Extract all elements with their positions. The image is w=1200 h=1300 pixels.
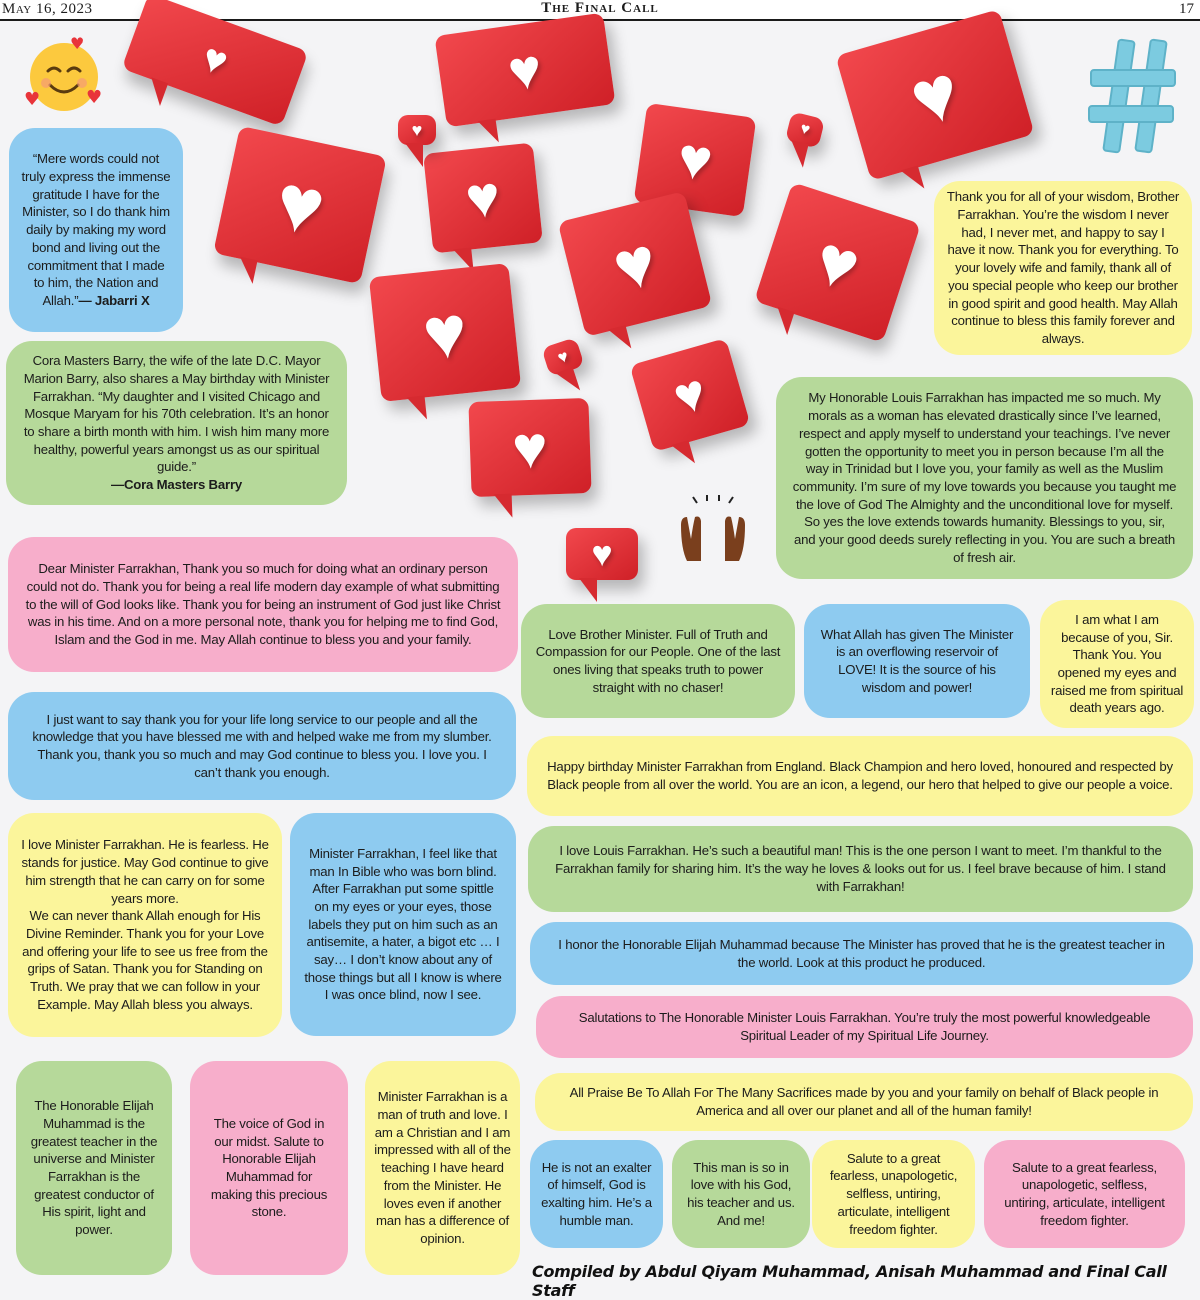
publication-title: The Final Call	[541, 0, 659, 16]
message-text: “Mere words could not truly express the immense gratitude I have for the Minister, so I do thank him daily by making my word bond and living out the commitment that I made to him, the Nation and Allah.”	[21, 151, 171, 308]
message-text: Dear Minister Farrakhan, Thank you so much for doing what an ordinary person could not do. Thank you for being a real life modern day example of what submitting to the will of God looks like. Thank you for being an instrument of God just like Christ was in his time. And on a more personal note, thank you for helping me to find God, Islam and the God in me. May Allah continue to bless you and your family.	[25, 561, 501, 648]
message-text: What Allah has given The Minister is an overflowing reservoir of LOVE! It is the source of his wisdom and power!	[820, 626, 1014, 695]
message-christian	[365, 1061, 520, 1275]
message-text: Minister Farrakhan is a man of truth and love. I am a Christian and I am impressed with all of the teaching I have heard from the Minister. He loves even if another man has a difference of opinion.	[374, 1089, 511, 1246]
message-salutations	[536, 996, 1193, 1058]
message-author: — Jabarri X	[78, 292, 150, 308]
smiling-face-with-hearts-icon	[22, 33, 108, 119]
message-text: Happy birthday Minister Farrakhan from England. Black Champion and hero loved, honoured and respected by Black people from all over the world. You are an icon, a legend, our hero that helped to give our people a voice.	[547, 759, 1173, 792]
heart-speech-bubble-icon: ♥	[434, 13, 615, 128]
message-cora-masters-barry	[6, 341, 347, 505]
message-text: Salutations to The Honorable Minister Louis Farrakhan. You’re truly the most powerful knowledgeable Spiritual Leader of my Spiritual Life Journey.	[578, 1010, 1151, 1043]
message-text: Thank you for all of your wisdom, Brother Farrakhan. You’re the wisdom I never had, I never met, and happy to say I have it now. Thank you for everything. To your lovely wife and family, thank all of you special people who keep our brother in good spirit and good health. May Allah continue to bless this family forever and always.	[946, 189, 1180, 346]
heart-speech-bubble-icon: ♥	[754, 182, 921, 343]
message-text: I love Louis Farrakhan. He’s such a beautiful man! This is the one person I want to meet. I’m thankful to the Farrakhan family for sharing him. It’s the way he loves & looks out for us. I feel brave because of him. I stand with Farrakhan!	[555, 843, 1166, 894]
message-beautiful-man	[528, 826, 1193, 912]
message-text: Cora Masters Barry, the wife of the late D.C. Mayor Marion Barry, also shares a May birthday with Minister Farrakhan. “My daughter and I visited Chicago and Mosque Maryam for his 70th celebration. It’s an honor to share a birth month with him. I wish him many more healthy, powerful years amongst us as our spiritual guide.”	[23, 353, 330, 475]
message-text: Love Brother Minister. Full of Truth and Compassion for our People. One of the last ones living that speaks truth to power straight with no chaser!	[535, 626, 781, 695]
message-jabarri	[9, 128, 183, 332]
message-salute-great-2	[984, 1140, 1185, 1248]
message-text: I honor the Honorable Elijah Muhammad because The Minister has proved that he is the greatest teacher in the world. Look at this product he produced.	[558, 936, 1165, 970]
message-text-continued: We can never thank Allah enough for His Divine Reminder. Thank you for your Love and offering your life to see us free from the grips of Satan. Thank you for Standing on Truth. We pray that we can follow in your Example. May Allah bless you always.	[22, 908, 268, 1012]
message-not-exalter	[530, 1140, 663, 1248]
message-text: This man is so in love with his God, his teacher and us. And me!	[687, 1159, 795, 1228]
message-so-in-love	[672, 1140, 810, 1248]
message-england	[527, 736, 1193, 816]
message-born-blind	[290, 813, 516, 1036]
heart-speech-bubble-icon: ♥	[835, 9, 1034, 181]
message-all-praise	[535, 1073, 1193, 1131]
heart-speech-bubble-icon: ♥	[121, 0, 308, 127]
raised-hands-icon	[675, 495, 751, 569]
compiled-by-credit: Compiled by Abdul Qiyam Muhammad, Anisah Muhammad and Final Call Staff	[532, 1262, 1167, 1300]
message-text: Salute to a great fearless, unapologetic, selfless, untiring, articulate, intelligent freedom fighter.	[829, 1150, 958, 1237]
message-i-am-what	[1040, 600, 1194, 728]
page-number: 17	[1179, 1, 1194, 17]
message-text: Salute to a great fearless, unapologetic, selfless, untiring, articulate, intelligent freedom fighter.	[1004, 1159, 1165, 1228]
heart-speech-bubble-icon: ♥	[423, 143, 543, 254]
message-text: All Praise Be To Allah For The Many Sacrifices made by you and your family on behalf of Black people in America and all over our planet and all of the human family!	[569, 1085, 1159, 1118]
heart-speech-bubble-icon: ♥	[468, 398, 591, 497]
hashtag-icon	[1085, 32, 1181, 162]
message-author: —Cora Masters Barry	[110, 477, 243, 493]
heart-speech-bubble-icon: ♥	[541, 337, 585, 377]
heart-speech-bubble-icon: ♥	[785, 111, 825, 148]
message-fearless	[8, 813, 282, 1037]
heart-speech-bubble-icon: ♥	[566, 528, 638, 580]
message-text: I love Minister Farrakhan. He is fearless. He stands for justice. May God continue to give him strength that he can carry on for some years more.	[21, 837, 269, 906]
message-text: The voice of God in our midst. Salute to Honorable Elijah Muhammad for making this precious stone.	[210, 1115, 328, 1220]
message-allah-given	[804, 604, 1030, 718]
message-life-long	[8, 692, 516, 800]
heart-speech-bubble-icon: ♥	[634, 103, 757, 217]
message-text: My Honorable Louis Farrakhan has impacted me so much. My morals as a woman has elevated drastically since I’ve learned, respect and apply myself to understand your teachings. I’ve never gotten the opportunity to meet you in person because I’m all the way in Trinidad but I love you, your family as well as the Muslim community. I’m sure of my love towards you because you taught me the love of God The Almighty and the unconditional love for myself. So yes the love extends towards humanity. Blessings to you, sir, and your good deeds surely reflecting in you. You are such a breath of fresh air.	[792, 390, 1177, 565]
svg-text:♥: ♥	[24, 89, 41, 110]
svg-text:♥: ♥	[70, 34, 85, 53]
message-text: He is not an exalter of himself, God is exalting him. He’s a humble man.	[541, 1159, 652, 1228]
issue-date: May 16, 2023	[2, 1, 93, 17]
message-love-brother	[521, 604, 795, 718]
heart-speech-bubble-icon: ♥	[558, 191, 713, 337]
message-voice-of-god	[190, 1061, 348, 1275]
message-wisdom	[934, 181, 1192, 355]
heart-speech-bubble-icon: ♥	[369, 263, 521, 402]
heart-speech-bubble-icon: ♥	[213, 126, 387, 284]
heart-speech-bubble-icon: ♥	[398, 115, 436, 145]
message-text: Minister Farrakhan, I feel like that man In Bible who was born blind. After Farrakhan put some spittle on my eyes or your eyes, those labels they put on him such as an antisemite, a hater, a bigot etc … I say… I don’t know about any of those things but all I know is where I was once blind, now I see.	[304, 845, 502, 1003]
message-text: I just want to say thank you for your life long service to our people and all the knowledge that you have blessed me with and helped wake me from my slumber. Thank you, thank you so much and may God continue to bless you. I love you. I can’t thank you enough.	[32, 711, 492, 780]
message-text: The Honorable Elijah Muhammad is the greatest teacher in the universe and Minister Farrakhan is the greatest conductor of His spirit, light and power.	[30, 1098, 158, 1238]
message-text: I am what I am because of you, Sir. Thank You. You opened my eyes and raised me from spiritual death years ago.	[1050, 611, 1184, 716]
message-greatest-teacher	[16, 1061, 172, 1275]
message-dear-minister	[8, 537, 518, 672]
svg-text:♥: ♥	[86, 87, 103, 108]
heart-speech-bubble-icon: ♥	[630, 338, 751, 452]
message-salute-great	[812, 1140, 975, 1248]
message-honor-elijah	[530, 922, 1193, 985]
message-trinidad	[776, 377, 1193, 579]
